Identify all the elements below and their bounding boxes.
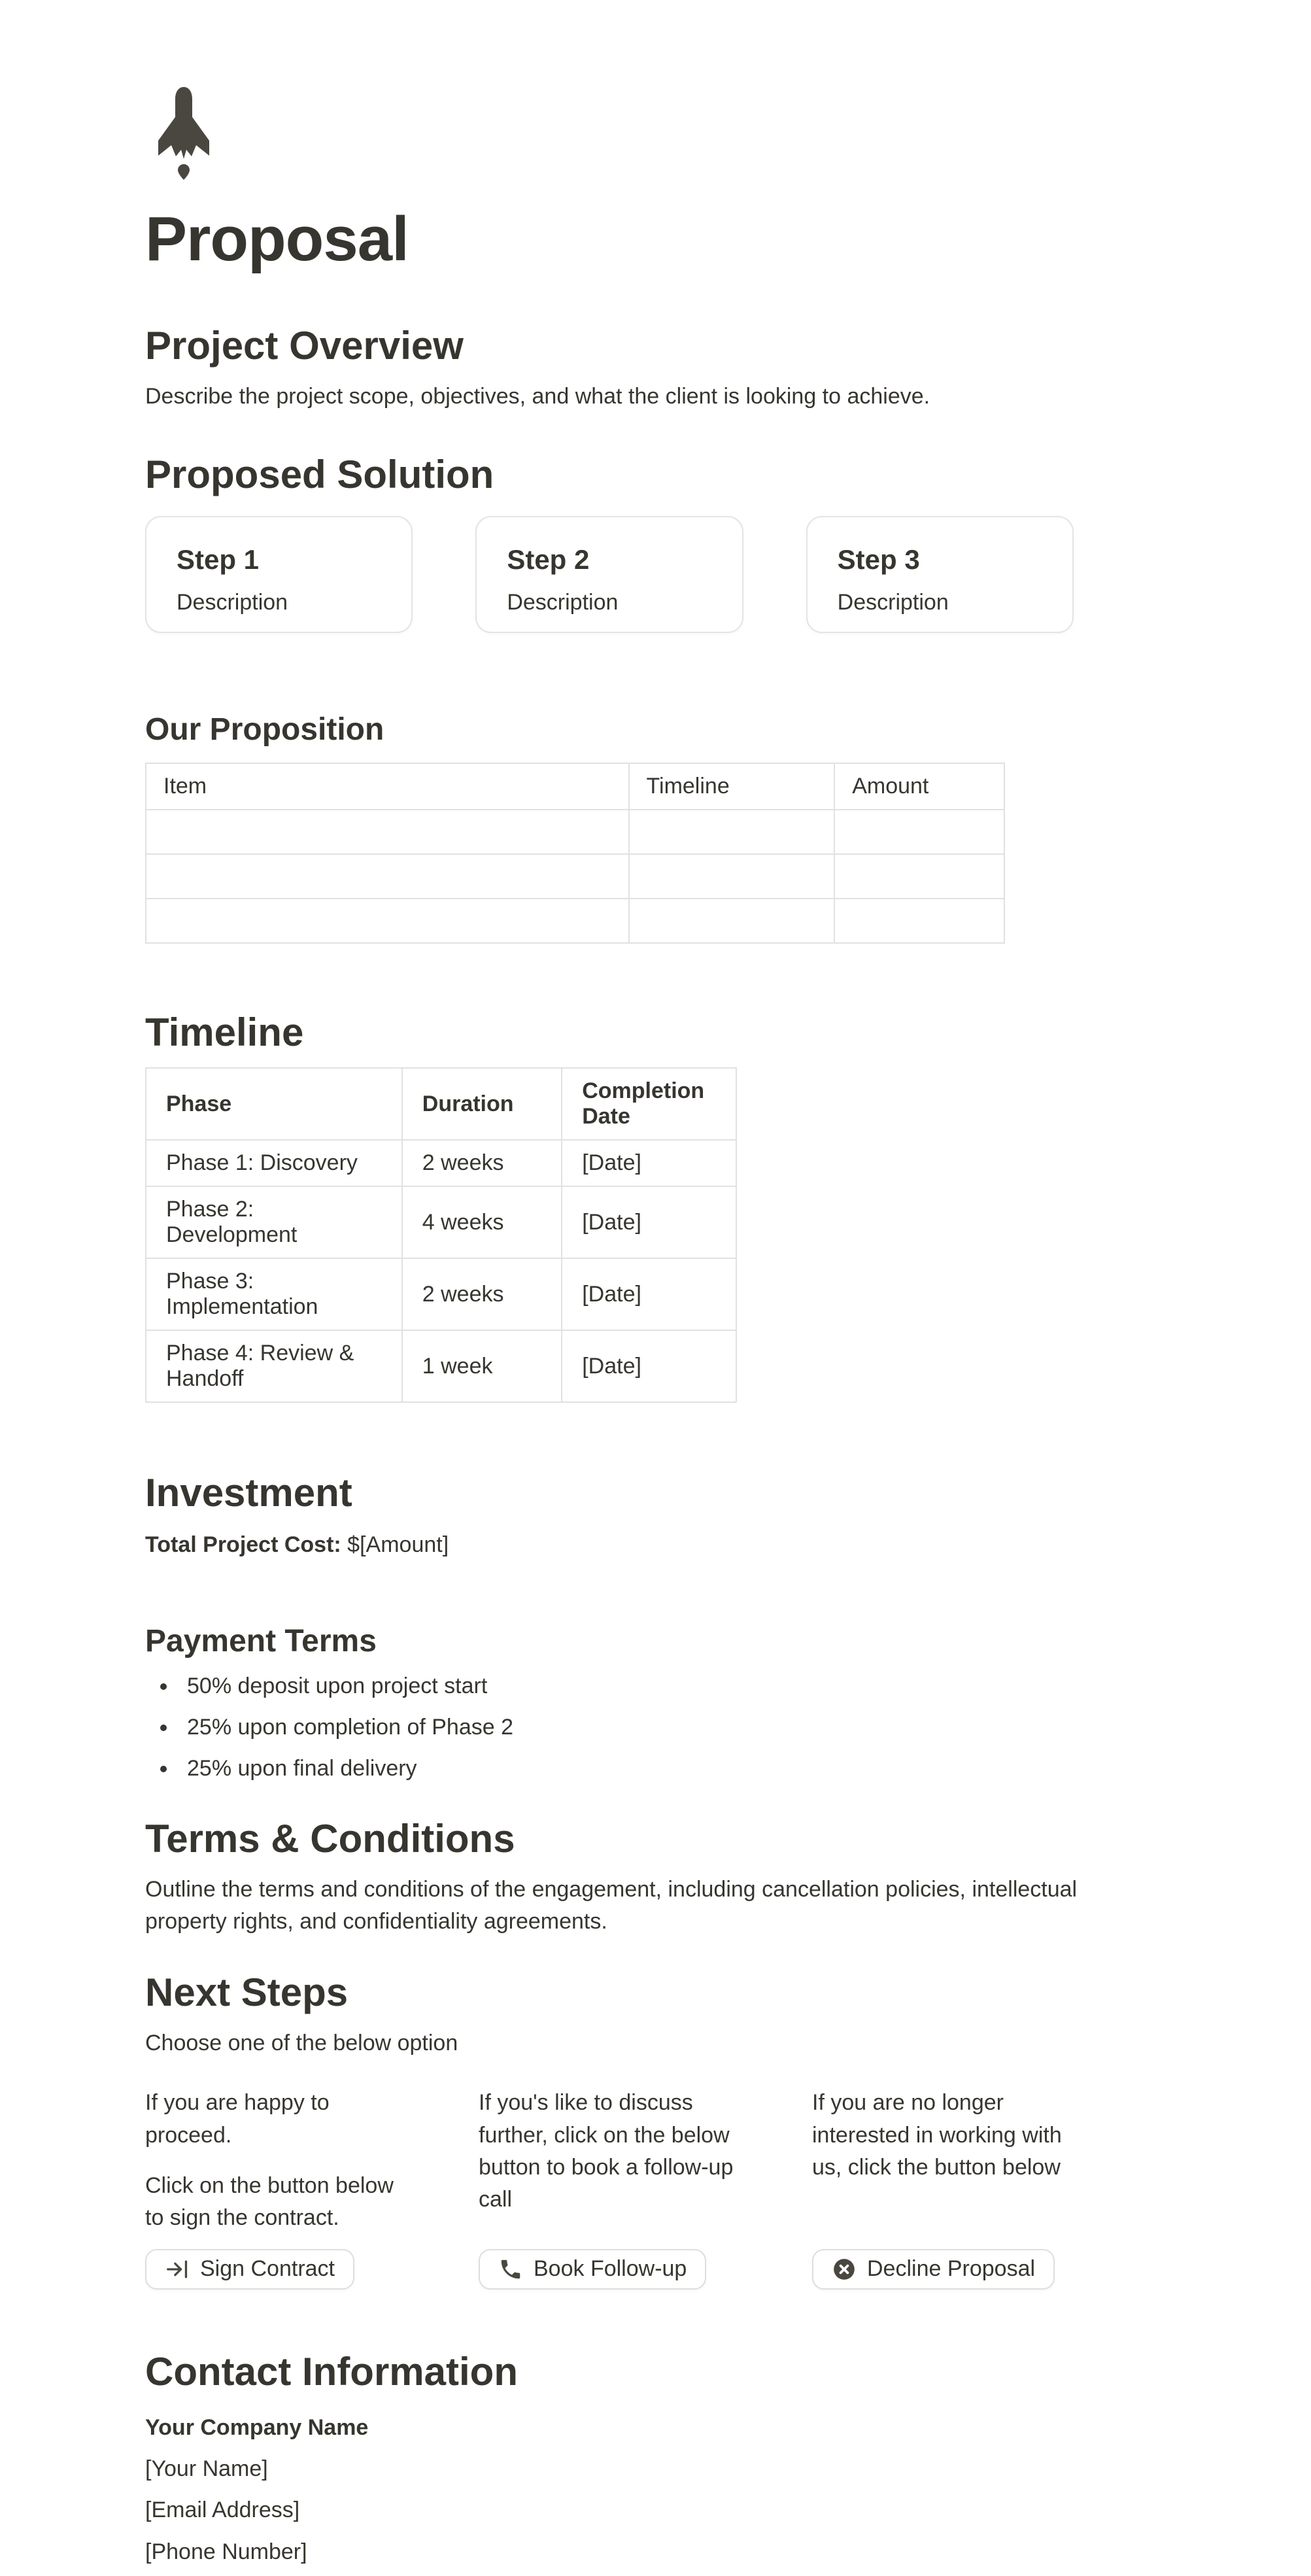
option-decline-text: [812, 2087, 1080, 2234]
table-cell: [629, 810, 835, 854]
book-follow-up-button[interactable]: [479, 2249, 706, 2290]
column-header: Timeline: [629, 763, 835, 810]
list-item: • 25% upon final delivery: [178, 1753, 1080, 1785]
table-cell: [834, 899, 1004, 943]
table-cell: Phase 2: Development: [146, 1186, 402, 1258]
list-item: • 50% deposit upon project start: [178, 1670, 1080, 1702]
section-terms-conditions: [145, 1814, 1080, 1938]
terms-conditions-heading: Terms & Conditions: [145, 1816, 515, 1861]
section-payment-terms: [145, 1622, 1080, 1785]
investment-heading: Investment: [145, 1471, 352, 1515]
step-card-description: Description: [177, 590, 288, 615]
step-card-title: Step 3: [837, 543, 920, 575]
next-steps-options: [145, 2087, 1080, 2234]
total-project-cost-label: Total Project Cost:: [145, 1532, 341, 1558]
step-card-description: Description: [507, 590, 619, 615]
table-row: [146, 810, 1004, 854]
column-header: Item: [146, 763, 629, 810]
table-cell: [Date]: [562, 1140, 736, 1186]
table-row: [146, 1186, 736, 1258]
decline-proposal-button[interactable]: [812, 2249, 1055, 2290]
table-cell: 2 weeks: [402, 1140, 562, 1186]
section-investment: [145, 1468, 1080, 1561]
timeline-table: [145, 1067, 737, 1403]
column-header: Amount: [834, 763, 1004, 810]
step-card-description: Description: [837, 590, 949, 615]
section-project-overview: [145, 321, 1080, 413]
proposition-table: [145, 763, 1005, 944]
step-card: [145, 516, 413, 634]
table-row: [146, 854, 1004, 899]
table-cell: [629, 854, 835, 899]
table-cell: [834, 810, 1004, 854]
project-overview-heading: Project Overview: [145, 324, 464, 368]
step-card: [806, 516, 1074, 634]
phone-icon: [498, 2257, 523, 2282]
table-cell: [146, 854, 629, 899]
page-content: [145, 87, 1080, 2568]
column-header: Completion Date: [562, 1068, 736, 1140]
table-row: [146, 1258, 736, 1330]
project-overview-body: Describe the project scope, objectives, and what the client is looking to achieve.: [145, 384, 930, 409]
table-cell: Phase 3: Implementation: [146, 1258, 402, 1330]
table-row: [146, 899, 1004, 943]
column-header: Phase: [146, 1068, 402, 1140]
table-cell: Phase 4: Review & Handoff: [146, 1330, 402, 1402]
contact-information-heading: Contact Information: [145, 2349, 518, 2394]
list-item: • 25% upon completion of Phase 2: [178, 1711, 1080, 1743]
step-card-title: Step 1: [177, 543, 260, 575]
decline-icon: [832, 2257, 857, 2282]
next-steps-heading: Next Steps: [145, 1970, 349, 2015]
payment-terms-heading: Payment Terms: [145, 1623, 377, 1658]
rocket-icon: [158, 87, 209, 180]
section-next-steps: [145, 1968, 1080, 2289]
option-paragraph: If you's like to discuss further, click on the below button to book a follow-up call: [479, 2090, 734, 2212]
table-cell: [629, 899, 835, 943]
table-cell: [Date]: [562, 1186, 736, 1258]
table-row: [146, 1330, 736, 1402]
section-proposed-solution: [145, 450, 1080, 634]
button-label: Sign Contract: [200, 2256, 335, 2282]
sign-contract-button[interactable]: [145, 2249, 354, 2290]
company-name: Your Company Name: [145, 2414, 369, 2440]
contact-phone: [Phone Number]: [145, 2539, 307, 2564]
our-proposition-heading: Our Proposition: [145, 712, 384, 747]
option-follow-up-text: [479, 2087, 747, 2234]
next-steps-intro: Choose one of the below option: [145, 2031, 458, 2056]
table-cell: 1 week: [402, 1330, 562, 1402]
total-project-cost: [145, 1529, 1080, 1561]
sign-in-icon: [165, 2257, 190, 2282]
option-paragraph: Click on the button below to sign the contract.: [145, 2173, 394, 2231]
payment-terms-list: [145, 1670, 1080, 1785]
proposed-solution-heading: Proposed Solution: [145, 452, 494, 496]
table-header-row: [146, 763, 1004, 810]
table-cell: [Date]: [562, 1330, 736, 1402]
step-card-title: Step 2: [507, 543, 590, 575]
solution-cards: [145, 516, 1074, 634]
table-header-row: [146, 1068, 736, 1140]
section-contact-information: [145, 2347, 1080, 2568]
button-label: Decline Proposal: [867, 2256, 1036, 2282]
section-our-proposition: [145, 710, 1080, 944]
page-title: Proposal: [145, 204, 409, 274]
contact-name: [Your Name]: [145, 2456, 268, 2481]
option-paragraph: If you are no longer interested in working with us, click the button below: [812, 2090, 1062, 2180]
step-card: [475, 516, 743, 634]
contact-email: [Email Address]: [145, 2498, 300, 2523]
column-header: Duration: [402, 1068, 562, 1140]
terms-conditions-body: Outline the terms and conditions of the engagement, including cancellation policies, intellectual property rights, and confidentiality agreements.: [145, 1876, 1078, 1934]
table-cell: [146, 899, 629, 943]
next-steps-buttons: [145, 2249, 1080, 2290]
table-cell: [146, 810, 629, 854]
section-timeline: [145, 1008, 1080, 1403]
table-cell: Phase 1: Discovery: [146, 1140, 402, 1186]
table-cell: [834, 854, 1004, 899]
option-sign-contract-text: [145, 2087, 413, 2234]
total-project-cost-value: $[Amount]: [341, 1532, 449, 1558]
table-cell: 2 weeks: [402, 1258, 562, 1330]
table-cell: 4 weeks: [402, 1186, 562, 1258]
table-row: [146, 1140, 736, 1186]
timeline-heading: Timeline: [145, 1010, 304, 1055]
table-cell: [Date]: [562, 1258, 736, 1330]
button-label: Book Follow-up: [534, 2256, 687, 2282]
option-paragraph: If you are happy to proceed.: [145, 2090, 330, 2148]
